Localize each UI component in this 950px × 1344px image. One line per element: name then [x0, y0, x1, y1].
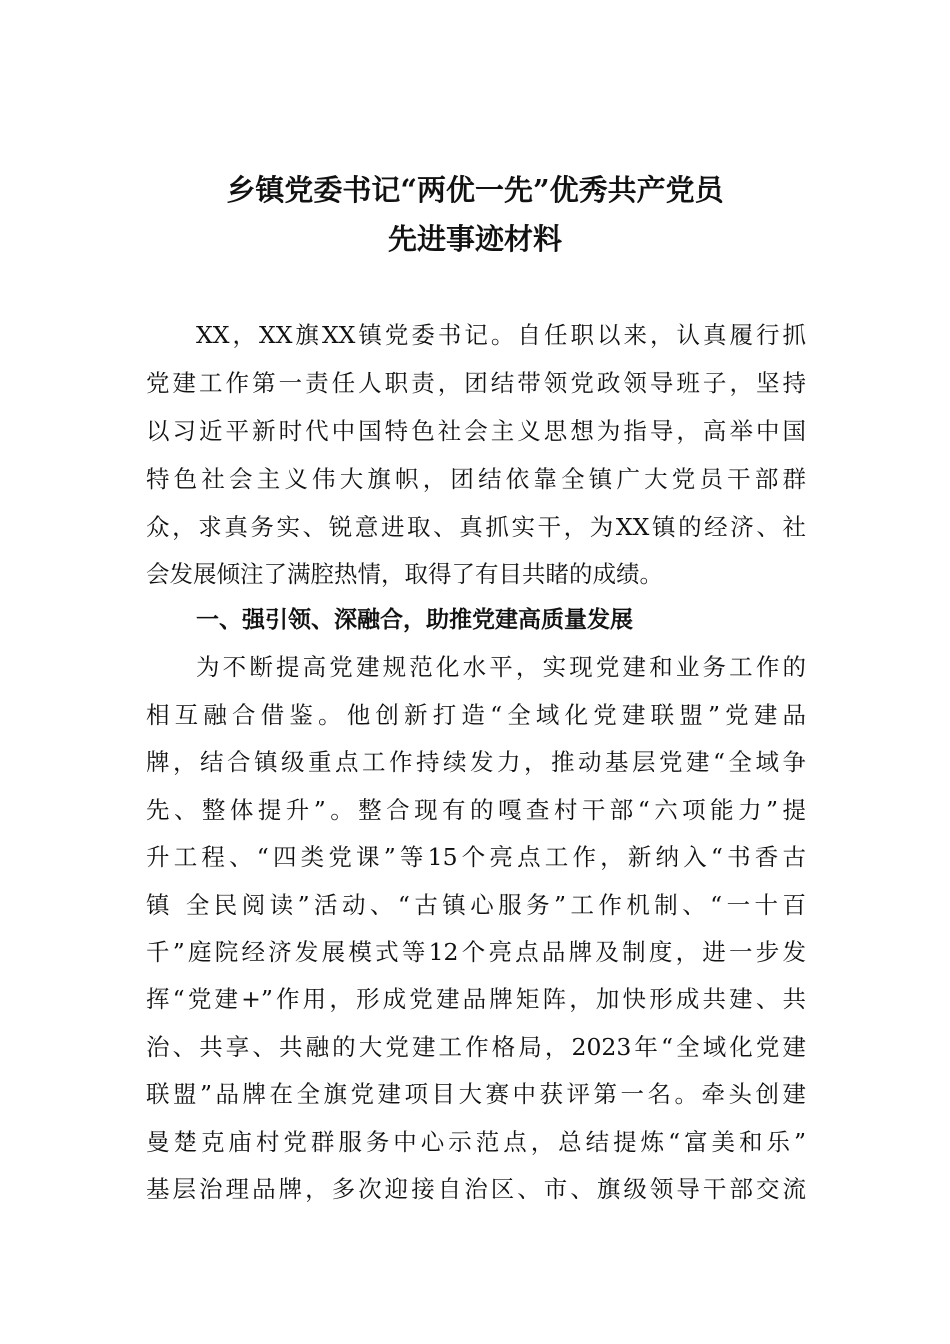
paragraph1-line: 会发展倾注了满腔热情，取得了有目共睹的成绩。 — [146, 560, 663, 588]
document-title-line2: 先进事迹材料 — [387, 222, 562, 256]
paragraph2-line: 基层治理品牌，多次迎接自治区、市、旗级领导干部交流 — [146, 1175, 806, 1203]
paragraph2-line: 相互融合借鉴。他创新打造“全域化党建联盟”党建品 — [146, 701, 806, 729]
paragraph1-line: 众，求真务实、锐意进取、真抓实干，为XX镇的经济、社 — [146, 513, 806, 541]
paragraph2-line: 联盟”品牌在全旗党建项目大赛中获评第一名。牵头创建 — [146, 1080, 806, 1108]
paragraph1-line: XX，XX旗XX镇党委书记。自任职以来，认真履行抓 — [196, 321, 806, 349]
paragraph1-line: 党建工作第一责任人职责，团结带领党政领导班子，坚持 — [146, 369, 806, 397]
section-heading: 一、强引领、深融合，助推党建高质量发展 — [196, 607, 633, 633]
paragraph2-line: 镇 全民阅读”活动、“古镇心服务”工作机制、“一十百 — [146, 891, 806, 919]
document-title-line1: 乡镇党委书记“两优一先”优秀共产党员 — [226, 173, 724, 207]
paragraph2-line: 曼楚克庙村党群服务中心示范点，总结提炼“富美和乐” — [146, 1128, 806, 1156]
paragraph1-line: 特色社会主义伟大旗帜，团结依靠全镇广大党员干部群 — [146, 465, 806, 493]
paragraph2-line: 千”庭院经济发展模式等12个亮点品牌及制度，进一步发 — [146, 938, 806, 966]
paragraph1-line: 以习近平新时代中国特色社会主义思想为指导，高举中国 — [146, 417, 806, 445]
paragraph2-line: 牌，结合镇级重点工作持续发力，推动基层党建“全域争 — [146, 748, 806, 776]
paragraph2-line: 为不断提高党建规范化水平，实现党建和业务工作的 — [196, 653, 806, 681]
paragraph2-line: 先、整体提升”。整合现有的嘎查村干部“六项能力”提 — [146, 796, 806, 824]
paragraph2-line: 升工程、“四类党课”等15个亮点工作，新纳入“书香古 — [146, 843, 806, 871]
paragraph2-line: 挥“党建+”作用，形成党建品牌矩阵，加快形成共建、共 — [146, 985, 806, 1013]
paragraph2-line: 治、共享、共融的大党建工作格局，2023年“全域化党建 — [146, 1033, 806, 1061]
